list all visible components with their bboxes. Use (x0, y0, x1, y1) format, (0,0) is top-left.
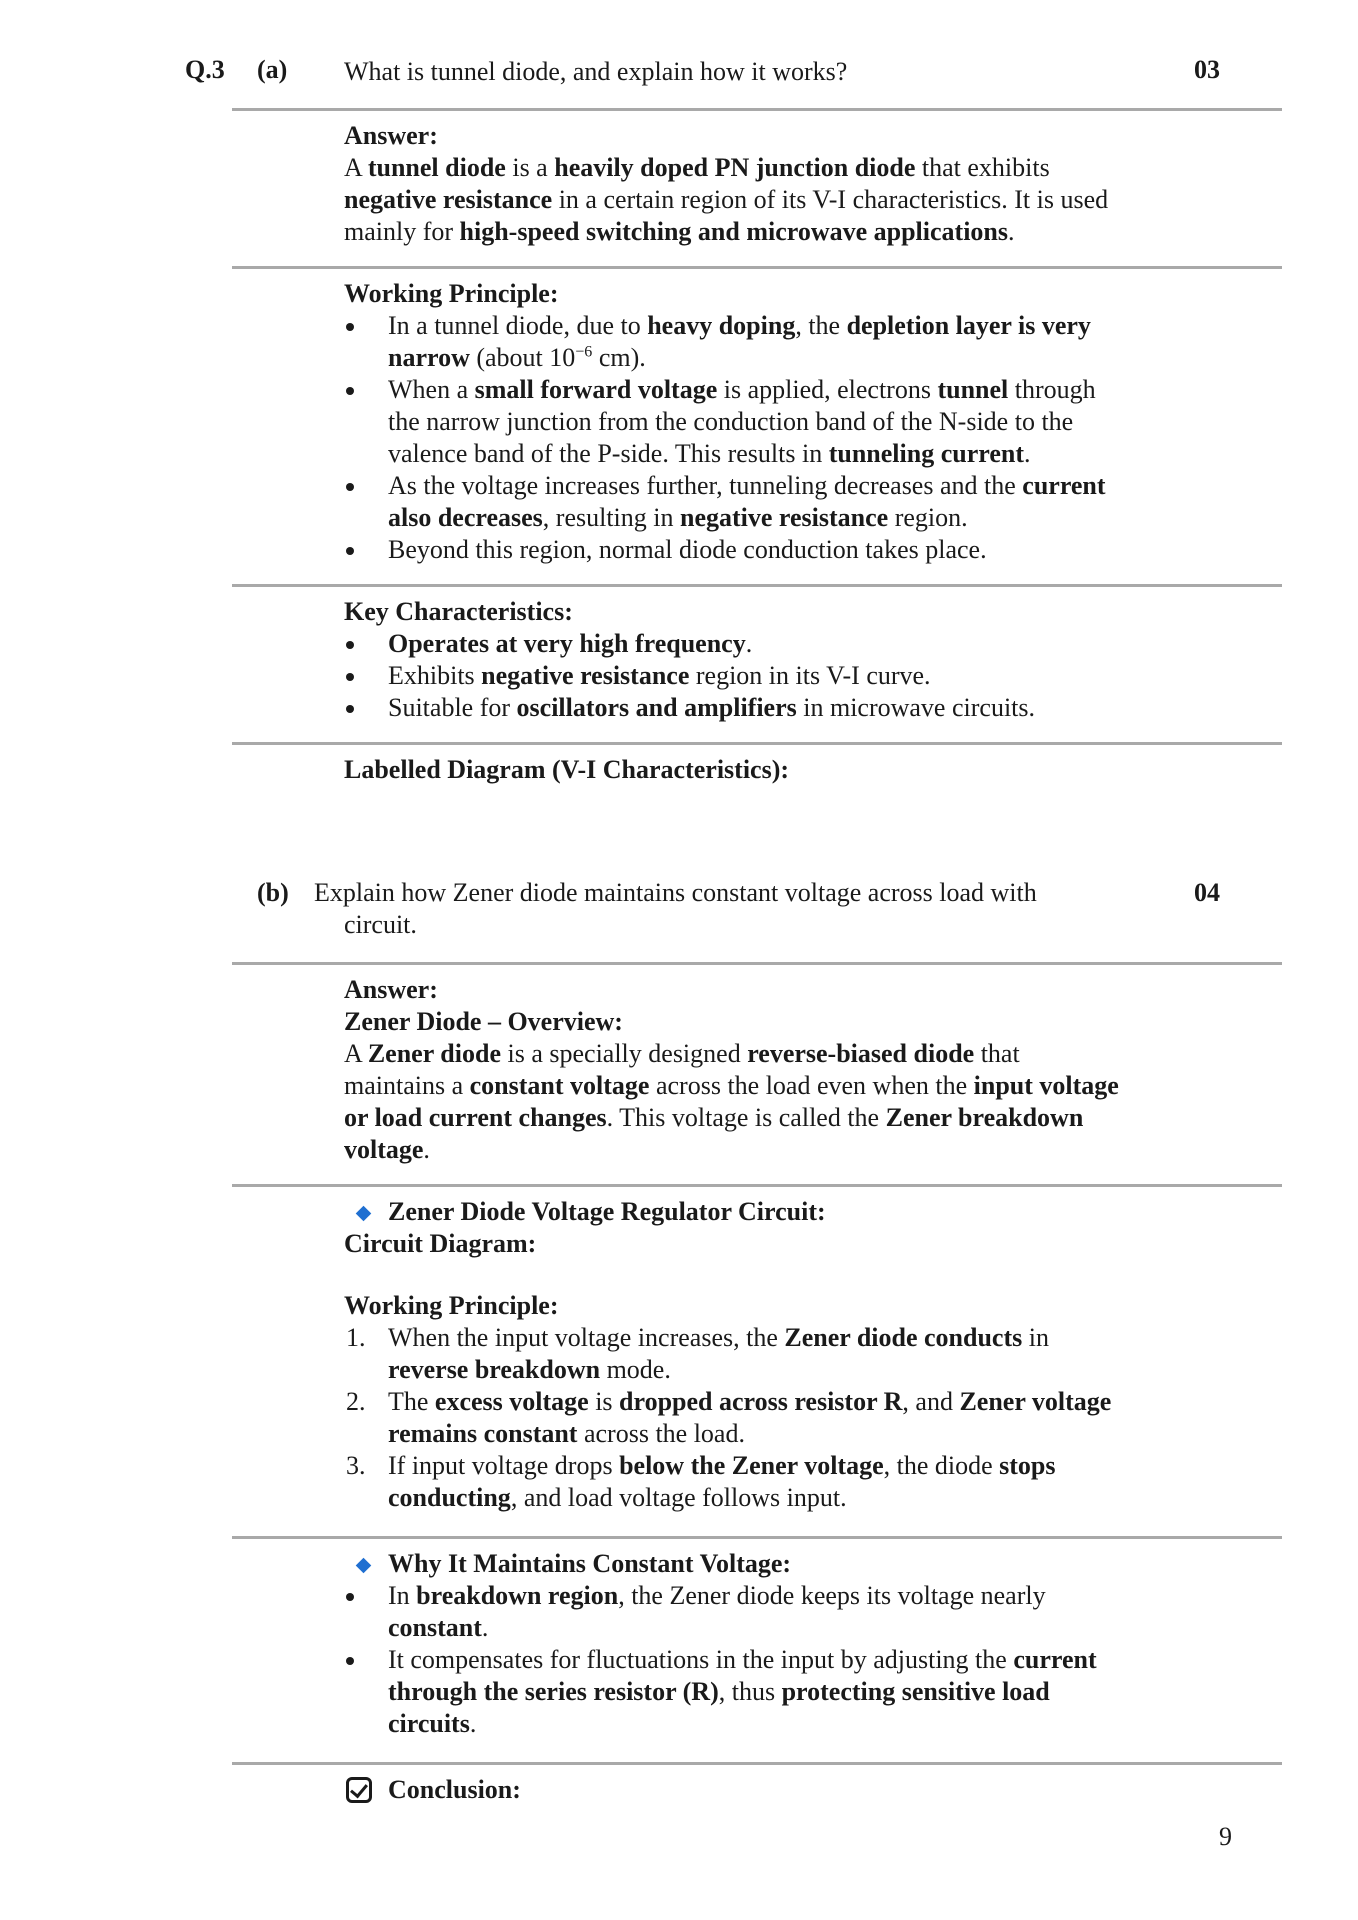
bullet-icon (346, 470, 358, 482)
text-line: voltage. (344, 1135, 430, 1164)
text-line: the narrow junction from the conduction band of the N-side to the (388, 407, 1074, 436)
text-line: constant. (388, 1613, 489, 1642)
text-line: maintains a constant voltage across the load even when the input voltage (344, 1071, 1119, 1100)
text-line: A Zener diode is a specially designed reverse-biased diode that (344, 1039, 1020, 1068)
part-b-question-line1: Explain how Zener diode maintains constant voltage across load with (314, 878, 1037, 907)
text-line: through the series resistor (R), thus protecting sensitive load (388, 1677, 1050, 1706)
key-characteristics-heading: Key Characteristics: (344, 597, 573, 626)
bullet-icon (346, 534, 358, 546)
part-b-question-line2: circuit. (344, 910, 417, 939)
bullet-icon (346, 1644, 358, 1656)
why-constant-heading: Why It Maintains Constant Voltage: (388, 1549, 792, 1578)
question-number: Q.3 (185, 55, 225, 84)
text-line: Suitable for oscillators and amplifiers in microwave circuits. (388, 693, 1036, 722)
bullet-icon (346, 374, 358, 386)
bullet-icon (346, 660, 358, 672)
diamond-bullet-icon (356, 1206, 372, 1222)
bullet-icon (346, 1580, 358, 1592)
text-line: valence band of the P-side. This results in tunneling current. (388, 439, 1031, 468)
answer-heading: Answer: (344, 975, 438, 1004)
diagram-heading: Labelled Diagram (V-I Characteristics): (344, 755, 790, 784)
part-b-label: (b) (257, 878, 289, 907)
working-principle-heading: Working Principle: (344, 1291, 559, 1320)
text-line: circuits. (388, 1709, 477, 1738)
text-line: conducting, and load voltage follows input. (388, 1483, 847, 1512)
text-line: narrow (about $10^{-6}$ cm). (388, 343, 646, 372)
list-number: 3. (346, 1451, 366, 1480)
part-a-question: What is tunnel diode, and explain how it works? (344, 57, 848, 86)
text-line: remains constant across the load. (388, 1419, 745, 1448)
divider (232, 1536, 1282, 1539)
regulator-heading: Zener Diode Voltage Regulator Circuit: (388, 1197, 826, 1226)
divider (232, 1184, 1282, 1187)
text-line: As the voltage increases further, tunneling decreases and the current (388, 471, 1106, 500)
bullet-icon (346, 310, 358, 322)
checkbox-icon (346, 1777, 372, 1803)
divider (232, 266, 1282, 269)
divider (232, 108, 1282, 111)
text-line: In a tunnel diode, due to heavy doping, the depletion layer is very (388, 311, 1091, 340)
divider (232, 962, 1282, 965)
text-line: reverse breakdown mode. (388, 1355, 671, 1384)
list-number: 1. (346, 1323, 366, 1352)
text-line: The excess voltage is dropped across resistor R, and Zener voltage (388, 1387, 1112, 1416)
bullet-icon (346, 628, 358, 640)
diamond-bullet-icon (356, 1558, 372, 1574)
text-line: Beyond this region, normal diode conduction takes place. (388, 535, 987, 564)
text-line: It compensates for fluctuations in the input by adjusting the current (388, 1645, 1097, 1674)
overview-heading: Zener Diode – Overview: (344, 1007, 623, 1036)
text-line: If input voltage drops below the Zener voltage, the diode stops (388, 1451, 1056, 1480)
text-line: mainly for high-speed switching and microwave applications. (344, 217, 1015, 246)
text-line: also decreases, resulting in negative resistance region. (388, 503, 968, 532)
text-line: A tunnel diode is a heavily doped PN junction diode that exhibits (344, 153, 1050, 182)
divider (232, 584, 1282, 587)
text-line: negative resistance in a certain region of its V-I characteristics. It is used (344, 185, 1109, 214)
text-line: Exhibits negative resistance region in its V-I curve. (388, 661, 931, 690)
list-number: 2. (346, 1387, 366, 1416)
page-number: 9 (1219, 1822, 1232, 1851)
divider (232, 1762, 1282, 1765)
working-principle-heading: Working Principle: (344, 279, 559, 308)
text-line: Operates at very high frequency. (388, 629, 753, 658)
text-line: or load current changes. This voltage is called the Zener breakdown (344, 1103, 1084, 1132)
divider (232, 742, 1282, 745)
circuit-diagram-heading: Circuit Diagram: (344, 1229, 537, 1258)
part-a-label: (a) (257, 55, 288, 84)
bullet-icon (346, 692, 358, 704)
text-line: In breakdown region, the Zener diode keeps its voltage nearly (388, 1581, 1046, 1610)
answer-heading: Answer: (344, 121, 438, 150)
part-b-marks: 04 (1194, 878, 1220, 907)
text-line: When the input voltage increases, the Zener diode conducts in (388, 1323, 1049, 1352)
conclusion-heading: Conclusion: (388, 1775, 521, 1804)
part-a-marks: 03 (1194, 55, 1220, 84)
text-line: When a small forward voltage is applied, electrons tunnel through (388, 375, 1096, 404)
